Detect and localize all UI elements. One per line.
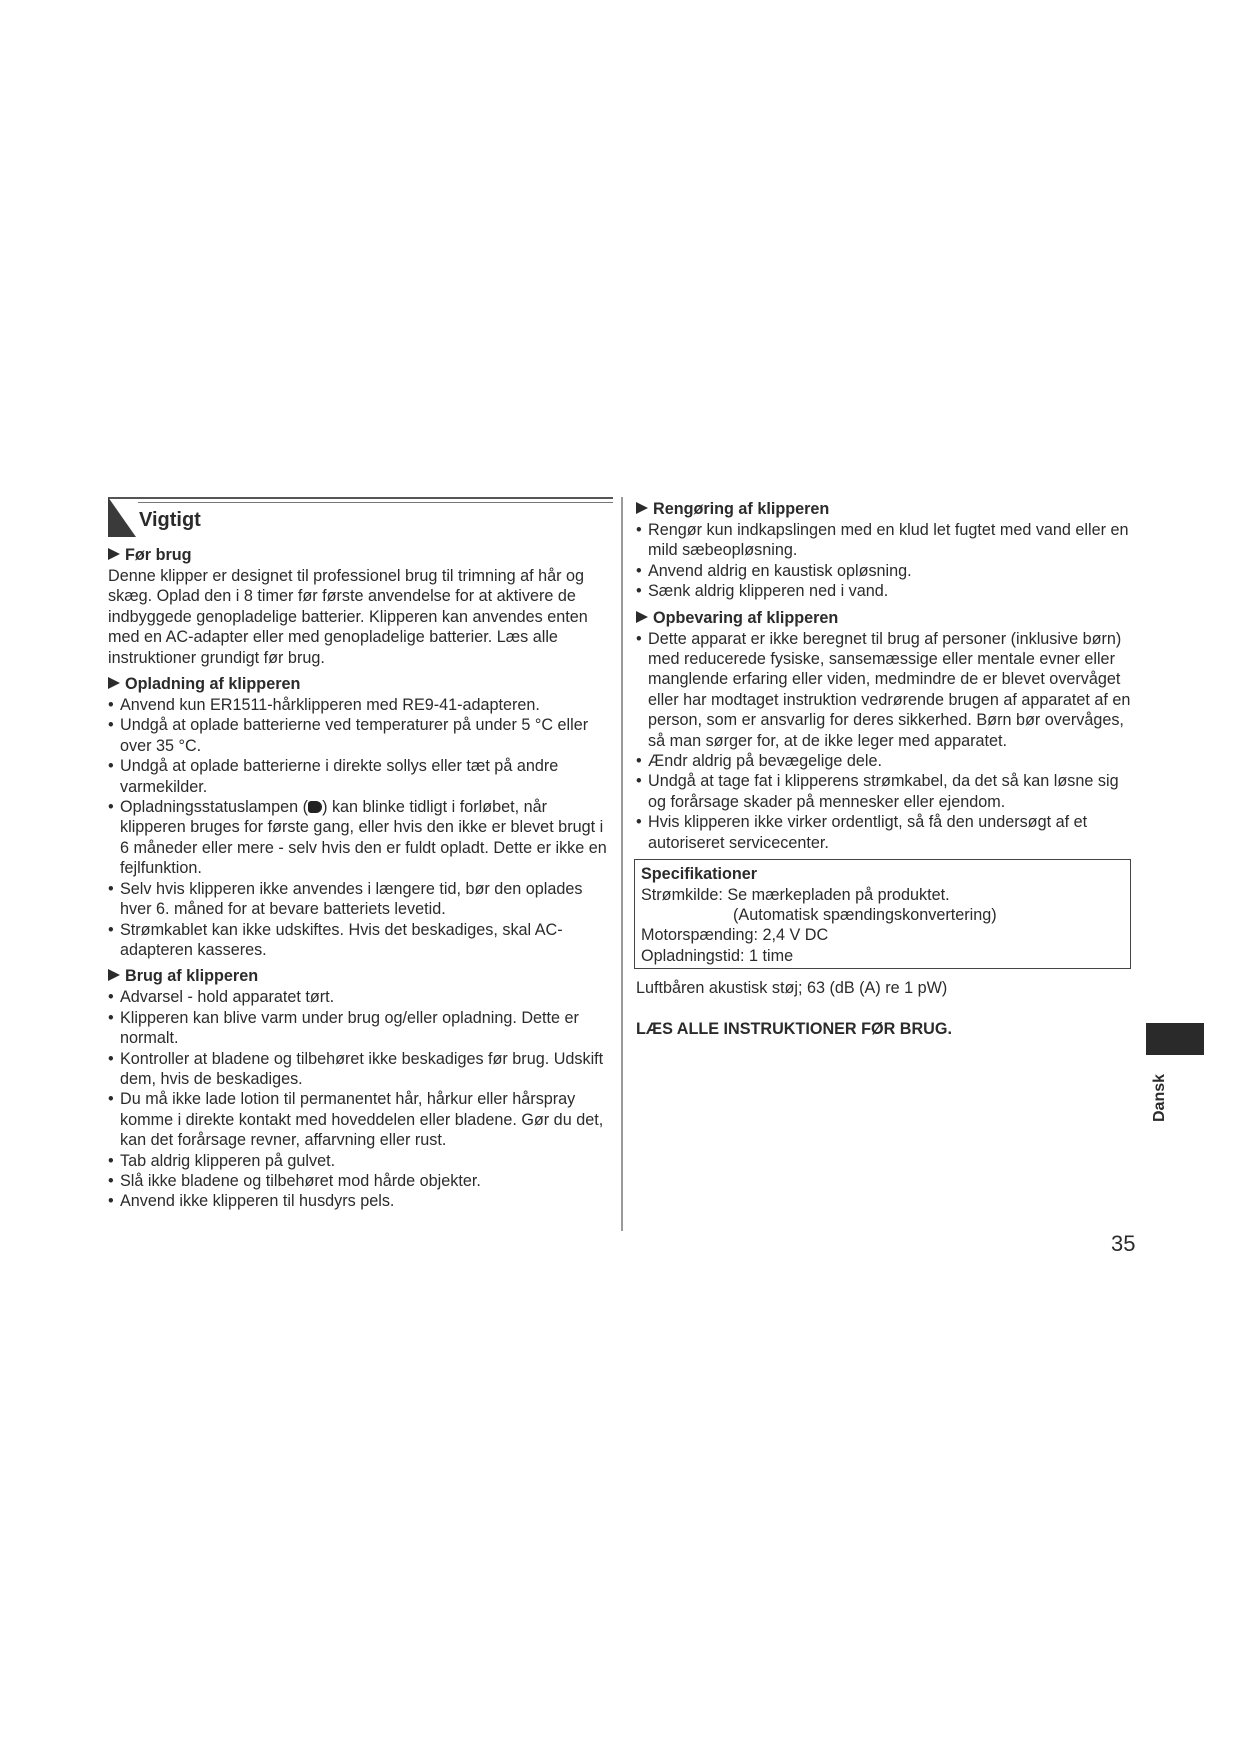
left-column: [108, 497, 613, 1218]
list-item: • Anvend ikke klipperen til husdyrs pels.: [108, 1191, 613, 1211]
list-item: • Anvend kun ER1511-hårklipperen med RE9-41-adapteren.: [108, 695, 613, 715]
list-item: • Advarsel - hold apparatet tørt.: [108, 987, 613, 1007]
charging-heading: [108, 674, 613, 695]
language-tab-marker: [1146, 1023, 1204, 1055]
list-item: • Anvend aldrig en kaustisk opløsning.: [636, 561, 1136, 581]
using-heading-text: Brug af klipperen: [125, 967, 259, 986]
list-item: • Slå ikke bladene og tilbehøret mod hårde objekter.: [108, 1171, 613, 1191]
list-item: [108, 797, 613, 879]
cleaning-heading-text: Rengøring af klipperen: [653, 500, 830, 518]
important-header: [108, 497, 613, 539]
right-column: [636, 499, 1136, 1039]
page-number: 35: [1111, 1231, 1136, 1256]
read-all-notice: LÆS ALLE INSTRUKTIONER FØR BRUG.: [636, 1019, 952, 1038]
using-heading: [108, 966, 613, 987]
list-item: • Undgå at oplade batterierne i direkte sollys eller tæt på andre varmekilder.: [108, 756, 613, 797]
arrow-icon: [636, 611, 648, 623]
spec-charge-time: Opladningstid: 1 time: [641, 946, 794, 965]
header-triangle-icon: [108, 497, 136, 537]
charging-list: [108, 695, 613, 960]
noise-statement: Luftbåren akustisk støj; 63 (dB (A) re 1 pW): [636, 979, 948, 998]
arrow-icon: [636, 502, 648, 514]
specifications-title: Specifikationer: [641, 865, 758, 884]
list-item: • Rengør kun indkapslingen med en klud let fugtet med vand eller en mild sæbeopløsning.: [636, 520, 1136, 561]
indicator-text-after: ) kan blinke tidligt i forløbet, når klipperen bruges for første gang, eller hvis den ikke er blevet brugt i 6 måneder eller mere - selv hvis den er fuldt opladt. Dette er ikke en fejlfunktion.: [120, 798, 607, 878]
arrow-icon: [108, 677, 120, 689]
list-item: • Strømkablet kan ikke udskiftes. Hvis det beskadiges, skal AC-adapteren kasseres.: [108, 920, 613, 961]
using-list: [108, 987, 613, 1211]
list-item: • Undgå at tage fat i klipperens strømkabel, da det så kan løsne sig og forårsage skader på mennesker eller ejendom.: [636, 771, 1136, 812]
before-use-heading-text: Før brug: [125, 546, 192, 564]
storage-heading-text: Opbevaring af klipperen: [653, 608, 839, 627]
indicator-text-before: Opladningsstatuslampen (: [120, 798, 309, 817]
list-item: • Hvis klipperen ikke virker ordentligt, så få den undersøgt af et autoriseret servicecenter.: [636, 812, 1136, 853]
charging-heading-text: Opladning af klipperen: [125, 675, 301, 694]
list-item: • Tab aldrig klipperen på gulvet.: [108, 1151, 613, 1171]
list-item: • Kontroller at bladene og tilbehøret ikke beskadiges før brug. Udskift dem, hvis de beskadiges.: [108, 1049, 613, 1090]
header-rule-thin: [138, 502, 613, 503]
list-item: • Du må ikke lade lotion til permanentet hår, hårkur eller hårspray komme i direkte kontakt med hoveddelen eller bladene. Gør du det, kan det forårsage revner, affarvning eller rust.: [108, 1089, 613, 1150]
specifications-box: [634, 859, 1131, 969]
before-use-heading: [108, 545, 613, 566]
arrow-icon: [108, 969, 120, 981]
storage-heading: [636, 608, 1136, 629]
language-tab-label: Dansk: [1151, 1073, 1168, 1122]
cleaning-list: [636, 520, 1136, 602]
spec-motor-voltage: Motorspænding: 2,4 V DC: [641, 926, 829, 945]
list-item: • Selv hvis klipperen ikke anvendes i længere tid, bør den oplades hver 6. måned for at bevare batteriets levetid.: [108, 879, 613, 920]
list-item: • Klipperen kan blive varm under brug og/eller opladning. Dette er normalt.: [108, 1008, 613, 1049]
storage-list: [636, 629, 1136, 853]
arrow-icon: [108, 548, 120, 560]
list-item: • Dette apparat er ikke beregnet til brug af personer (inklusive børn) med reducerede fysiske, sansemæssige eller mentale evner eller manglende erfaring eller viden, medmindre de er blevet overvåget eller har modtaget instruktion vedrørende brugen af apparatet af en person, som er ansvarlig for deres sikkerhed. Børn bør overvåges, så man sørger for, at de ikke leger med apparatet.: [636, 629, 1136, 751]
important-title: Vigtigt: [139, 509, 201, 531]
list-item: • Undgå at oplade batterierne ved temperaturer på under 5 °C eller over 35 °C.: [108, 715, 613, 756]
charge-indicator-icon: [308, 801, 322, 813]
cleaning-heading: [636, 499, 1136, 520]
spec-power-source: Strømkilde: Se mærkepladen på produktet.: [641, 885, 950, 904]
list-item: • Sænk aldrig klipperen ned i vand.: [636, 581, 1136, 601]
list-item: • Ændr aldrig på bevægelige dele.: [636, 751, 1136, 771]
before-use-text: Denne klipper er designet til professionel brug til trimning af hår og skæg. Oplad den i 8 timer før første anvendelse for at aktivere de indbyggede genopladelige batterier. Klipperen kan anvendes enten med en AC-adapter eller med genopladelige batterier. Læs alle instruktioner grundigt før brug.: [108, 567, 588, 667]
column-divider: [621, 497, 623, 1231]
header-rule: [108, 497, 613, 499]
spec-power-source-note: (Automatisk spændingskonvertering): [733, 905, 997, 924]
